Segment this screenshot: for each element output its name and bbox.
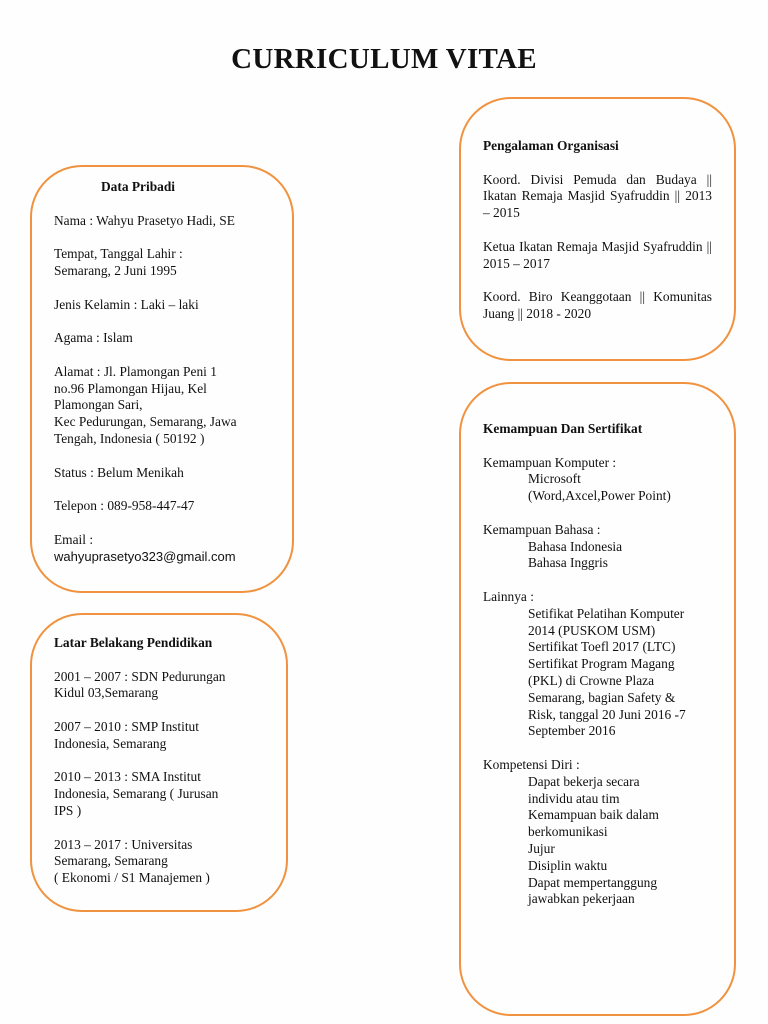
email-value: wahyuprasetyo323@gmail.com [54, 548, 236, 564]
data-pribadi-box [30, 165, 294, 593]
agama-field: Agama : Islam [54, 330, 133, 346]
pendidikan-line: 2007 – 2010 : SMP Institut [54, 718, 199, 734]
pendidikan-line: Semarang, Semarang [54, 853, 168, 869]
list-item: Kemampuan baik dalam [528, 807, 659, 823]
pendidikan-entry [54, 719, 264, 753]
list-item: (Word,Axcel,Power Point) [528, 488, 671, 504]
list-item: Sertifikat Program Magang [528, 656, 675, 672]
list-item: Disiplin waktu [528, 857, 608, 873]
list-item: individu atau tim [528, 790, 620, 806]
list-item: 2014 (PUSKOM USM) [528, 622, 656, 638]
alamat-line: Kec Pedurungan, Semarang, Jawa [54, 414, 237, 430]
pendidikan-heading: Latar Belakang Pendidikan [54, 635, 213, 650]
list-item: Bahasa Inggris [528, 555, 608, 571]
list-item: Dapat bekerja secara [528, 773, 640, 789]
alamat-line: Alamat : Jl. Plamongan Peni 1 [54, 363, 217, 379]
kompetensi-label: Kompetensi Diri : [483, 756, 580, 772]
data-pribadi-heading: Data Pribadi [101, 179, 176, 194]
pendidikan-entry [54, 769, 264, 819]
pendidikan-line: 2001 – 2007 : SDN Pedurungan [54, 668, 226, 684]
pendidikan-box [30, 613, 288, 912]
komputer-list [483, 471, 712, 505]
lainnya-list [483, 606, 712, 740]
list-item: Semarang, bagian Safety & [528, 689, 676, 705]
list-item: jawabkan pekerjaan [528, 891, 635, 907]
kemampuan-box [459, 382, 736, 1016]
kompetensi-list [483, 774, 712, 908]
list-item: Dapat mempertanggung [528, 874, 658, 890]
list-item: Sertifikat Toefl 2017 (LTC) [528, 639, 676, 655]
organisasi-entry: Koord. Biro Keanggotaan || Komunitas Juang || 2018 - 2020 [483, 289, 712, 321]
bahasa-list [483, 539, 712, 573]
organisasi-heading: Pengalaman Organisasi [483, 138, 619, 153]
jenis-kelamin-field: Jenis Kelamin : Laki – laki [54, 296, 199, 312]
lainnya-label: Lainnya : [483, 588, 534, 604]
organisasi-box [459, 97, 736, 361]
list-item: Jujur [528, 840, 555, 856]
alamat-line: Tengah, Indonesia ( 50192 ) [54, 430, 205, 446]
pendidikan-line: Indonesia, Semarang ( Jurusan [54, 786, 219, 802]
email-label: Email : [54, 531, 94, 547]
status-field: Status : Belum Menikah [54, 464, 184, 480]
pendidikan-line: 2013 – 2017 : Universitas [54, 836, 193, 852]
kemampuan-heading: Kemampuan Dan Sertifikat [483, 421, 643, 436]
pendidikan-line: ( Ekonomi / S1 Manajemen ) [54, 870, 210, 886]
bahasa-label: Kemampuan Bahasa : [483, 521, 601, 537]
pendidikan-line: Indonesia, Semarang [54, 735, 167, 751]
list-item: berkomunikasi [528, 824, 608, 840]
list-item: Risk, tanggal 20 Juni 2016 -7 [528, 706, 686, 722]
pendidikan-entry [54, 669, 264, 703]
list-item: (PKL) di Crowne Plaza [528, 672, 655, 688]
pendidikan-entry [54, 837, 264, 887]
ttl-label: Tempat, Tanggal Lahir : [54, 246, 183, 262]
nama-field: Nama : Wahyu Prasetyo Hadi, SE [54, 212, 235, 228]
pendidikan-line: IPS ) [54, 802, 82, 818]
list-item: Bahasa Indonesia [528, 538, 623, 554]
telepon-field: Telepon : 089-958-447-47 [54, 498, 195, 514]
pendidikan-line: Kidul 03,Semarang [54, 685, 159, 701]
ttl-value: Semarang, 2 Juni 1995 [54, 262, 177, 278]
page-title: CURRICULUM VITAE [231, 43, 537, 75]
alamat-line: Plamongan Sari, [54, 397, 143, 413]
organisasi-entry: Koord. Divisi Pemuda dan Budaya || Ikatan Remaja Masjid Syafruddin || 2013 – 2015 [483, 171, 712, 221]
alamat-field [54, 364, 270, 448]
pendidikan-line: 2010 – 2013 : SMA Institut [54, 769, 201, 785]
list-item: Microsoft [528, 471, 581, 487]
alamat-line: no.96 Plamongan Hijau, Kel [54, 380, 207, 396]
list-item: September 2016 [528, 723, 616, 739]
organisasi-entry: Ketua Ikatan Remaja Masjid Syafruddin || 2015 – 2017 [483, 238, 712, 271]
komputer-label: Kemampuan Komputer : [483, 454, 617, 470]
list-item: Setifikat Pelatihan Komputer [528, 605, 685, 621]
